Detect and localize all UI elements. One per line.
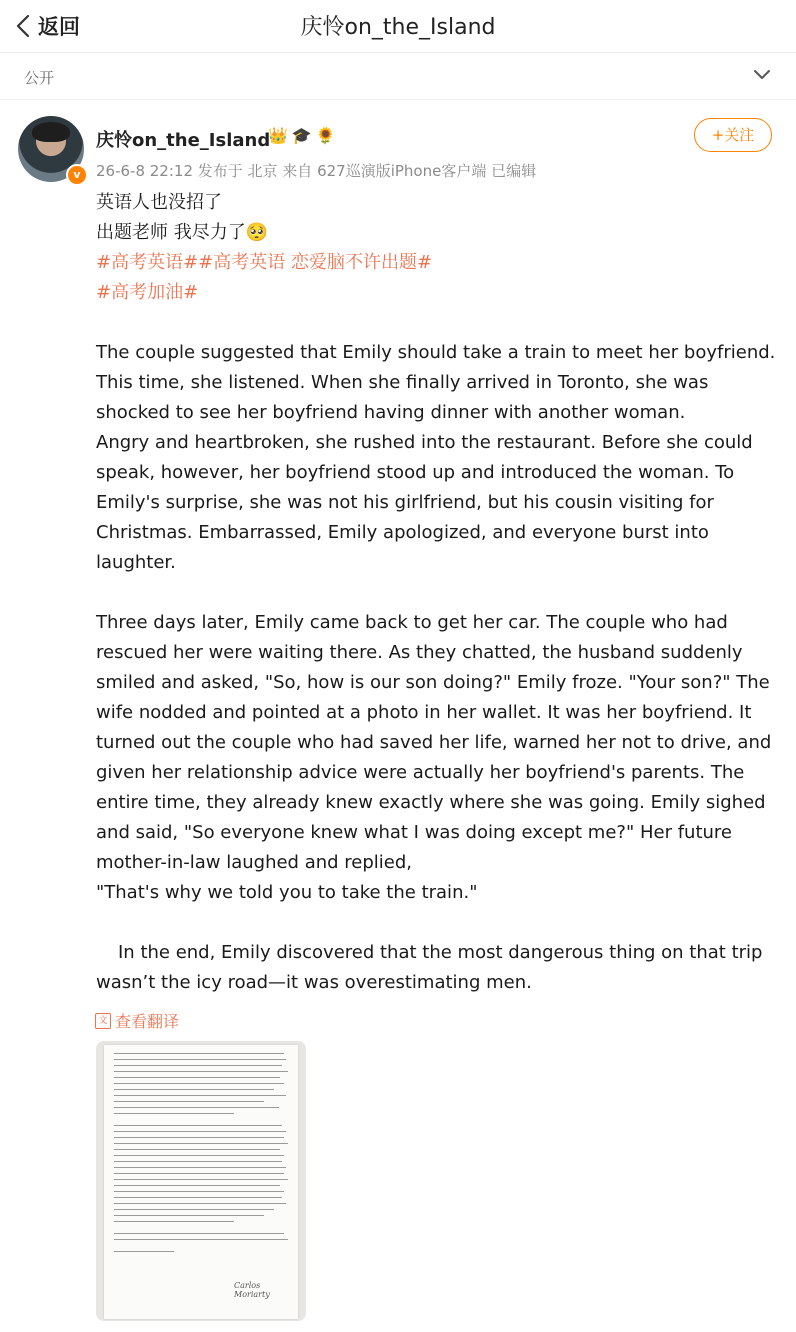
handwriting-line [114,1059,286,1060]
handwriting-line [114,1161,282,1162]
handwriting-line [114,1221,234,1222]
handwritten-signature: Carlos Moriarty [234,1281,270,1299]
handwriting-line [114,1131,286,1132]
post-image-thumbnail[interactable] [96,1041,306,1321]
handwriting-line [114,1125,282,1126]
avatar-hair [32,122,70,142]
handwritten-page-image [104,1045,298,1319]
page-title: 庆怜on_the_Island [300,15,496,40]
handwriting-line [114,1191,284,1192]
hashtags-line-2 [96,278,776,308]
handwriting-line [114,1077,280,1078]
verified-badge-icon: v [66,164,88,186]
handwriting-line [114,1185,280,1186]
handwriting-line [114,1053,284,1054]
handwriting-line [114,1215,264,1216]
handwriting-line [114,1239,288,1240]
paragraph-1 [96,338,776,578]
paragraph-2-text: Angry and heartbroken, she rushed into the restaurant. Before she could speak, however, her boyfriend stood up and introduced the woman. To Emily's surprise, she was not his girlfriend, but his cousin visiting for Christmas. Embarrassed, Emily apologized, and everyone burst into laughter. [96,432,753,573]
handwriting-line [114,1173,284,1174]
top-navbar [0,0,796,53]
post-line-2 [96,218,776,248]
handwriting-line [114,1209,274,1210]
follow-button[interactable]: +关注 [694,118,772,152]
author-badges [268,126,340,145]
handwriting-line [114,1071,288,1072]
hashtag-gaokao-english[interactable]: #高考英语# [96,252,199,273]
visibility-row[interactable] [0,53,796,100]
hashtag-gaokao-jiayou[interactable]: #高考加油# [96,282,199,303]
paragraph-3-quote: "That's why we told you to take the train." [96,882,478,903]
visibility-label: 公开 [24,69,55,87]
avatar[interactable] [18,116,84,182]
handwriting-line [114,1113,234,1114]
handwriting-line [114,1083,284,1084]
post-meta: 26-6-8 22:12 发布于 北京 来自 627巡演版iPhone客户端 已编辑 [96,162,537,180]
crown-icon[interactable]: 👑 [268,126,292,145]
handwriting-line [114,1149,280,1150]
handwriting-line [114,1203,286,1204]
author-name[interactable]: 庆怜on_the_Island [96,130,271,151]
post-line-1: 英语人也没招了 [96,192,222,213]
handwriting-line [114,1197,282,1198]
handwriting-line [114,1155,284,1156]
handwriting-line [114,1107,279,1108]
paragraph-3-text: Three days later, Emily came back to get her car. The couple who had rescued her were waiting there. As they chatted, the husband suddenly smiled and asked, "So, how is our son doing?" Emily froze. "Your son?" The wife nodded and pointed at a photo in her wallet. It was her boyfriend. It turned out the couple who had saved her life, warned her not to drive, and given her relationship advice were actually her boyfriend's parents. The entire time, they already knew exactly where she was going. Emily sighed and said, "So everyone knew what I was doing except me?" Her future mother-in-law laughed and replied, [96,612,772,873]
handwriting-line [114,1251,174,1252]
chevron-down-icon[interactable] [752,67,772,81]
translate-icon: 文 [95,1013,111,1029]
handwriting-line [114,1095,286,1096]
hashtags-line-1 [96,248,776,278]
hashtag-gaokao-english-love[interactable]: #高考英语 恋爱脑不许出题# [198,252,433,273]
paragraph-4 [96,938,776,998]
pleading-face-icon: 🥺 [245,222,269,243]
handwriting-line [114,1065,282,1066]
handwriting-line [114,1089,274,1090]
handwriting-line [114,1143,288,1144]
graduation-cap-icon[interactable]: 🎓 [291,126,316,145]
sunflower-icon[interactable]: 🌻 [315,126,340,145]
paragraph-3 [96,608,776,908]
post-intro [96,188,776,308]
handwriting-line [114,1137,284,1138]
handwriting-line [114,1233,284,1234]
handwriting-line [114,1101,264,1102]
handwriting-line [114,1167,286,1168]
paragraph-1-text: The couple suggested that Emily should take a train to meet her boyfriend. This time, she listened. When she finally arrived in Toronto, she was shocked to see her boyfriend having dinner with another woman. [96,342,776,423]
post-line-2-text: 出题老师 我尽力了 [96,222,246,243]
handwriting-line [114,1179,288,1180]
paragraph-4-text: In the end, Emily discovered that the most dangerous thing on that trip wasn’t the icy road—it was overestimating men. [96,942,763,993]
translate-link[interactable] [95,1009,179,1032]
back-label: 返回 [38,15,80,39]
translate-label: 查看翻译 [115,1012,180,1031]
